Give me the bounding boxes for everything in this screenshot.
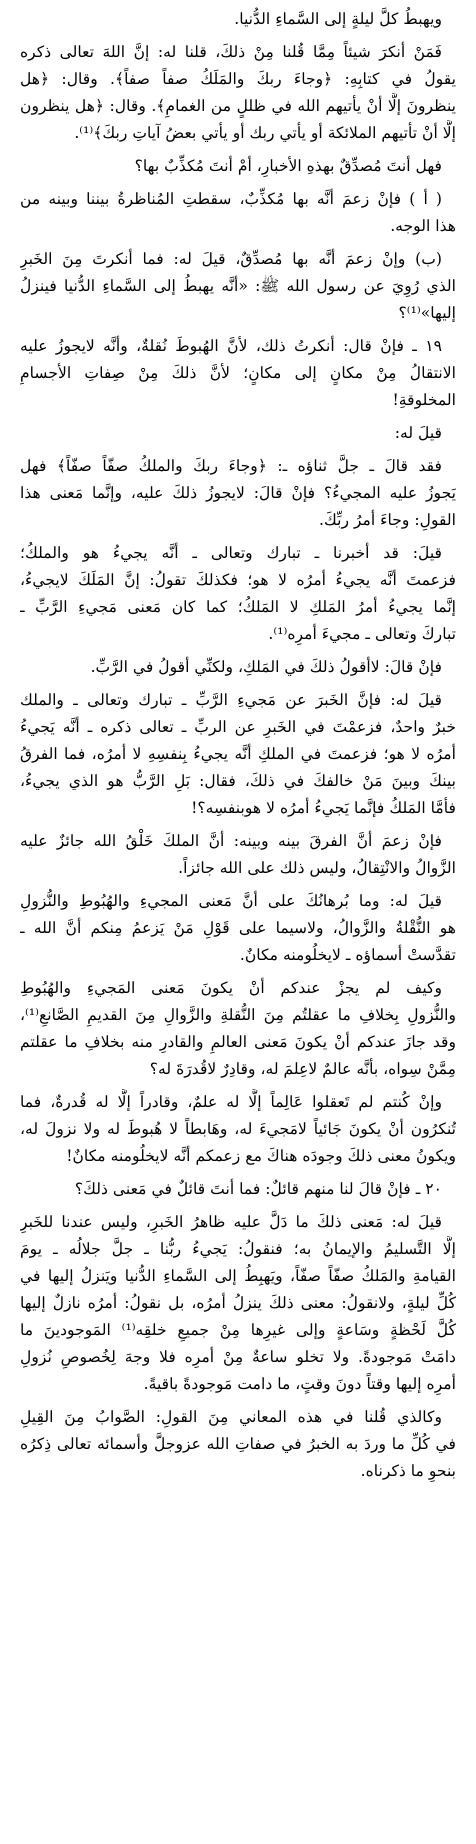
text-line: إليها»⁽¹⁾؟ bbox=[398, 304, 456, 322]
text-line: قيلَ له: فإنَّ الخَبرَ عن مَجيءِ الرَّبِّ ـ تبارك وتعالى ـ والملك bbox=[20, 691, 442, 709]
paragraph-p17 bbox=[20, 1209, 456, 1398]
paragraph-p18 bbox=[20, 1404, 456, 1485]
paragraph-p16 bbox=[20, 1176, 456, 1203]
text-line: فقد قالَ ـ جلَّ ثناؤه ـ: ﴿وجاءَ ربكَ والملكُ صفّاً صفّاً﴾ فهل bbox=[20, 457, 442, 475]
text-line: وقد جازَ عندكم أنْ يكونَ مَعنى العالمِ والقادرِ منه بخلافِ ما عقلتم bbox=[20, 1033, 456, 1051]
text-line: الانتقالُ مِنْ مكانٍ إلى مكانٍ؛ لأنَّ ذلكَ مِنْ صِفاتِ الأجسامِ bbox=[20, 364, 456, 382]
text-line: هذا الوجه. bbox=[390, 217, 456, 235]
paragraph-p4 bbox=[20, 186, 456, 240]
text-line: أمرُه لا هو؛ فزعمتَ في الملكِ أنَّه يجيءُ بِنفسِهِ لا أمرُه، فما الفرقُ bbox=[20, 745, 456, 763]
text-line: ينظرونَ إلَّا أنْ يأتيهم الله في ظللٍ من الغمامِ﴾. وقال: ﴿هل ينظرون bbox=[20, 97, 456, 115]
text-line: خبرٌ واحدٌ، فزعمْتَ في الخَبرِ عن الربِّ ـ تعالى ذكره ـ أنَّه يَجيءُ bbox=[20, 718, 456, 736]
text-line: قيلَ له: وما بُرهانُكَ على أنَّ مَعنى المجيءِ والهُبُوطِ والنُّزولِ bbox=[20, 892, 442, 910]
text-line: (ب) وإنْ زعمَ أنَّه بها مُصدِّقٌ، قيلَ له: فما أنكرتَ مِنَ الخَبرِ bbox=[20, 250, 442, 268]
text-line: هو النُّقْلةُ والزَّوالُ، ولاسيما على قَوْلِ مَنْ يَزعمُ مِنكم أنَّ الله ـ bbox=[20, 919, 456, 937]
text-line: يَجوزُ عليه المجيءُ؟ فإنْ قالَ: لايجوزُ ذلكَ عليه، وإنَّما مَعنى هذا bbox=[20, 484, 456, 502]
text-line: كُلَّ لَحْظةٍ وسَاعةٍ وإلى غيرِها مِنْ جميعِ خلقِه⁽¹⁾ المَوجودينَ ما bbox=[20, 1321, 456, 1339]
text-line: في كُلِّ ما وردَ به الخبرُ في صفاتِ الله عزوجلَّ وأسمائه تعالى ذِكرُه bbox=[20, 1435, 456, 1453]
text-line: ( أ ) فإنْ زعمَ أنَّه بها مُكذِّبٌ، سقطتِ المُناظرةُ بيننا وبينه من bbox=[20, 190, 442, 208]
paragraph-p3 bbox=[20, 153, 456, 180]
text-line: قيلَ: قد أخبرنا ـ تبارك وتعالى ـ أنَّه يجيءُ هو والملكُ؛ bbox=[20, 544, 442, 562]
text-line: قيلَ له: مَعنى ذلكَ ما دَلَّ عليه ظاهرُ الخَبرِ، وليس عندنا للخَبرِ bbox=[20, 1213, 442, 1231]
text-line: الزَّوالُ والانْتِقالُ، وليس ذلك على الله جائزاً. bbox=[178, 859, 456, 877]
text-line: ويكونُ معنى ذلكَ وجودَه هناكَ مع زعمكم أنَّه لايخلُومنه مكانٌ! bbox=[66, 1147, 456, 1165]
text-line: إنَّما يجيءُ أمرُ المَلكِ لا المَلكُ؛ كما كان مَعنى مَجيءِ الرَّبِّ ـ bbox=[20, 598, 456, 616]
text-line: إلَّا أنْ تأتيهم الملائكة أو يأتي ربك أو يأتي بعضُ آياتِ ربكَ﴾⁽¹⁾. bbox=[74, 124, 456, 142]
text-line: كُلِّ ليلةٍ، ولانقولُ: معنى ذلكَ ينزلُ أمرُه، بل نقولُ: أمرُه نازلٌ إليها bbox=[20, 1294, 456, 1312]
text-line: فإنْ قالَ: لاأقولُ ذلكَ في المَلكِ، ولكنِّي أقولُ في الرَّبِّ. bbox=[90, 658, 442, 676]
text-line: فَمَنْ أنكرَ شيئاً مِمَّا قُلنا مِنْ ذلكَ، قلنا له: إنَّ اللهَ تعالى ذكره bbox=[20, 43, 442, 61]
paragraph-p10 bbox=[20, 654, 456, 681]
paragraph-p12 bbox=[20, 828, 456, 882]
text-line: تقدَّستْ أسماؤه ـ لايخلُومنه مكانٌ. bbox=[239, 946, 456, 964]
text-line: وكيف لم يجزْ عندكم أنْ يكونَ مَعنى المَجيءِ والهُبُوطِ bbox=[20, 979, 442, 997]
text-line: تُنكرُون أنْ يكونَ جَائياً لامَجيءَ له، وهَابطاً لا هُبوطَ له ولا نزولَ له، bbox=[20, 1120, 456, 1138]
text-line: القولِ: وجاءَ أمرُ ربِّكَ. bbox=[319, 511, 456, 529]
paragraph-p11 bbox=[20, 687, 456, 822]
text-line: ٢٠ ـ فإنْ قالَ لنا منهم قائلٌ: فما أنتَ قائلٌ في مَعنى ذلكَ؟ bbox=[74, 1180, 442, 1198]
paragraph-p6 bbox=[20, 333, 456, 414]
text-line: بينكَ وبينَ مَنْ خالفكَ في ذلكَ، فقال: بَلِ الرَّبُّ هو الذي يجيءُ، bbox=[20, 772, 456, 790]
text-line: أمرِه إليها وقتاً دونَ وقتٍ، ما دامت مَوجودةً باقيةً. bbox=[143, 1375, 456, 1393]
paragraph-p13 bbox=[20, 888, 456, 969]
text-line: بنحوِ ما ذكرناه. bbox=[360, 1462, 456, 1480]
paragraph-p5 bbox=[20, 246, 456, 327]
text-line: القيامةِ والمَلكُ صفّاً صفّاً، ويَهبِطُ إلى السَّماءِ الدُّنيا ويَنزلُ إليها في bbox=[20, 1267, 456, 1285]
text-line: دامَتْ مَوجودةً. ولا تخلو ساعةٌ مِنْ أمرِه فلا وجهَ لِخُصوصِ نُزولِ bbox=[20, 1348, 456, 1366]
text-line: فهل أنتَ مُصدِّقٌ بهذهِ الأخبارِ، أمْ أنتَ مُكذِّبٌ بها؟ bbox=[134, 157, 442, 175]
text-line: فإنْ زعمَ أنَّ الفرقَ بينه وبينه: أنَّ الملكَ خَلْقُ الله جائزٌ عليه bbox=[20, 832, 442, 850]
paragraph-p7 bbox=[20, 420, 456, 447]
text-line: يقولُ في كتابِهِ: ﴿وجاءَ ربكَ والمَلَكُ صفاً صفاً﴾. وقال: ﴿هل bbox=[20, 70, 456, 88]
paragraph-p2 bbox=[20, 39, 456, 147]
paragraph-p14 bbox=[20, 975, 456, 1083]
text-line: الذي رُوِيَ عن رسول الله ﷺ: «أنَّه يهبطُ إلى السَّماءِ الدُّنيا فينزلُ bbox=[20, 277, 456, 295]
text-line: وإنْ كُنتم لم تَعقلوا عَالِماً إلَّا له علمٌ، وقادراً إلَّا له قُدرةٌ، فما bbox=[20, 1093, 442, 1111]
text-line: مِمَّنْ سِواه، بأنَّه عالمٌ لاعِلمَ له، وقادِرٌ لاقُدرَةَ له؟ bbox=[149, 1060, 456, 1078]
text-line: إلَّا التَّسليمُ والإيمانُ به؛ فنقولُ: يَجيءُ ربُّنا ـ جلَّ جلالُه ـ يومَ bbox=[20, 1240, 456, 1258]
paragraph-p8 bbox=[20, 453, 456, 534]
text-line: ١٩ ـ فإنْ قال: أنكرتُ ذلك، لأنَّ الهُبوطَ نُقلةٌ، وأنَّه لايجوزُ عليه bbox=[20, 337, 442, 355]
text-line: فأمَّا المَلكُ فإنَّما يَجيءُ أمرُه لا هوبنفسِه؟! bbox=[191, 799, 456, 817]
paragraph-gap bbox=[20, 1485, 456, 1491]
text-line: قيلَ له: bbox=[394, 424, 442, 442]
paragraph-p1 bbox=[20, 6, 456, 33]
paragraph-p15 bbox=[20, 1089, 456, 1170]
text-line: وكالذي قُلنا في هذه المعاني مِنَ القولِ: الصَّوابُ مِنَ القِيلِ bbox=[20, 1408, 442, 1426]
text-line: فزعمتَ أنَّه يجيءُ أمرُه لا هو؛ فكذلكَ تقولُ: إنَّ المَلَكَ لايجيءُ، bbox=[20, 571, 456, 589]
text-line: المخلوقةِ! bbox=[392, 391, 456, 409]
text-line: والنُّزولِ بِخلافِ ما عقلتُم مِنَ النُّقلةِ والزَّوالِ مِنَ القديمِ الصَّانعِ⁽¹⁾، bbox=[20, 1006, 456, 1024]
text-line: تباركَ وتعالى ـ مجيءَ أمرِه⁽¹⁾. bbox=[268, 625, 456, 643]
paragraph-p9 bbox=[20, 540, 456, 648]
text-line: ويهبطُ كلَّ ليلةٍ إلى السَّماءِ الدُّنيا. bbox=[234, 10, 442, 28]
